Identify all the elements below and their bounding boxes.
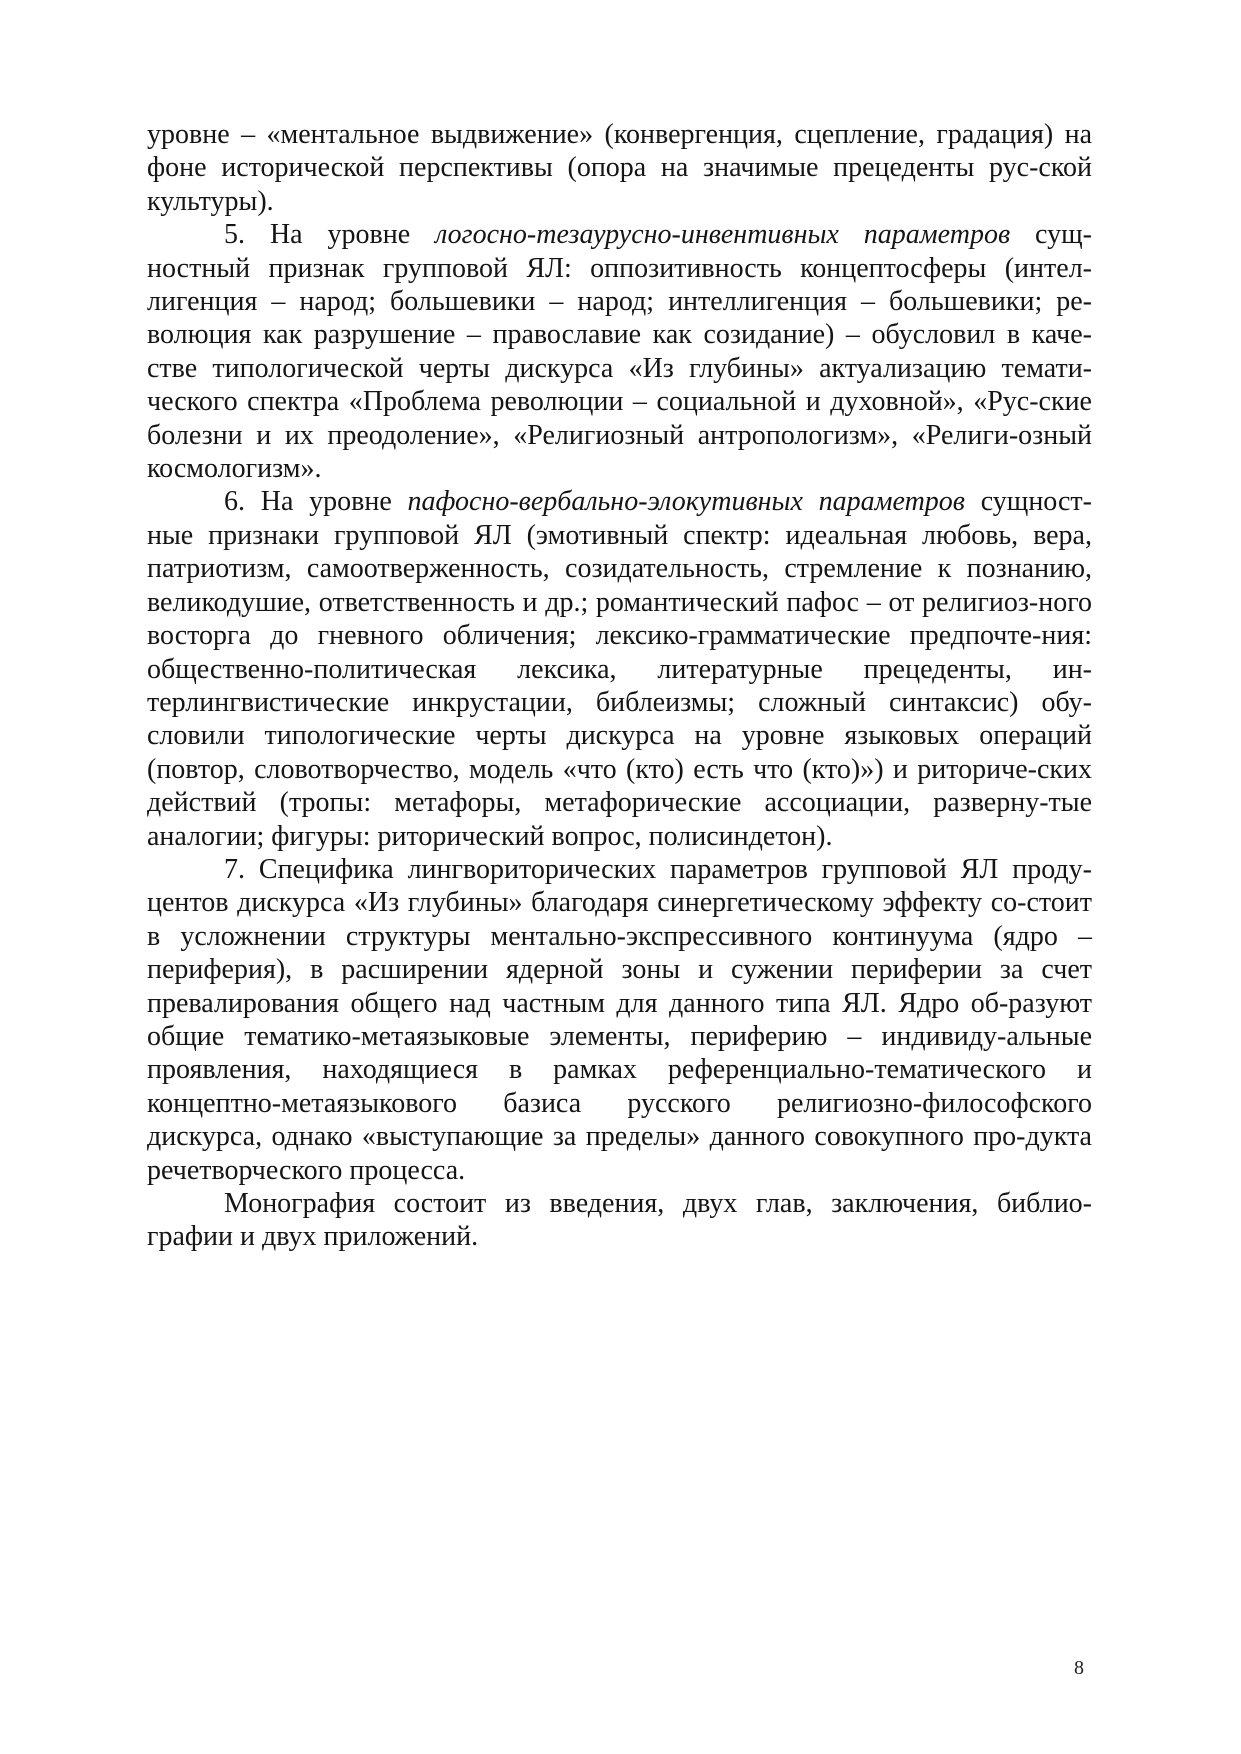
body-text [147, 118, 1092, 1254]
paragraph-5 [147, 218, 1092, 485]
paragraph-text: 7. Специфика лингвориторических параметров групповой ЯЛ проду-центов дискурса «Из глубины» благодаря синергетическому эффекту со-стоит в усложнении структуры ментально-экспрессивного континуума (ядро – периферия), в расширении ядерной зоны и сужении периферии за счет превалирования общего над частным для данного типа ЯЛ. Ядро об-разуют общие тематико-метаязыковые элементы, периферию – индивиду-альные проявления, находящиеся в рамках референциально-тематического и концептно-метаязыкового базиса русского религиозно-философского дискурса, однако «выступающие за пределы» данного совокупного про-дукта речетворческого процесса. [147, 853, 1092, 1186]
paragraph-text: 6. На уровне [224, 486, 408, 518]
paragraph-text: уровне – «ментальное выдвижение» (конвергенция, сцепление, градация) на фоне исторической перспективы (опора на значимые прецеденты рус-ской культуры). [147, 119, 1092, 217]
paragraph-continuation [147, 118, 1092, 218]
paragraph-text: сущност-ные признаки групповой ЯЛ (эмотивный спектр: идеальная любовь, вера, патриотизм, самоотверженность, созидательность, стремление к познанию, великодушие, ответственность и др.; романтический пафос – от религиоз-ного восторга до гневного обличения; лексико-грамматические предпочте-ния: общественно-политическая лексика, литературные прецеденты, ин-терлингвистические инкрустации, библеизмы; сложный синтаксис) обу-словили типологические черты дискурса на уровне языковых операций (повтор, словотворчество, модель «что (кто) есть что (кто)») и риториче-ских действий (тропы: метафоры, метафорические ассоциации, разверну-тые аналогии; фигуры: риторический вопрос, полисиндетон). [147, 486, 1092, 852]
paragraph-text: сущ-ностный признак групповой ЯЛ: оппозитивность концептосферы (интел-лигенция – народ; большевики – народ; интеллигенция – большевики; ре-волюция как разрушение – православие как созидание) – обусловил в каче-стве типологической черты дискурса «Из глубины» актуализацию темати-ческого спектра «Проблема революции – социальной и духовной», «Рус-ские болезни и их преодоление», «Религиозный антропологизм», «Религи-озный космологизм». [147, 219, 1092, 485]
page-number: 8 [1074, 1657, 1084, 1679]
italic-term: логосно-тезаурусно-инвентивных параметров [435, 219, 1011, 251]
italic-term: пафосно-вербально-элокутивных параметров [407, 486, 965, 518]
paragraph-8 [147, 1187, 1092, 1254]
paragraph-text: Монография состоит из введения, двух глав, заключения, библио-графии и двух приложений. [147, 1188, 1092, 1253]
paragraph-6 [147, 485, 1092, 852]
paragraph-text: 5. На уровне [224, 219, 436, 251]
paragraph-7 [147, 853, 1092, 1187]
